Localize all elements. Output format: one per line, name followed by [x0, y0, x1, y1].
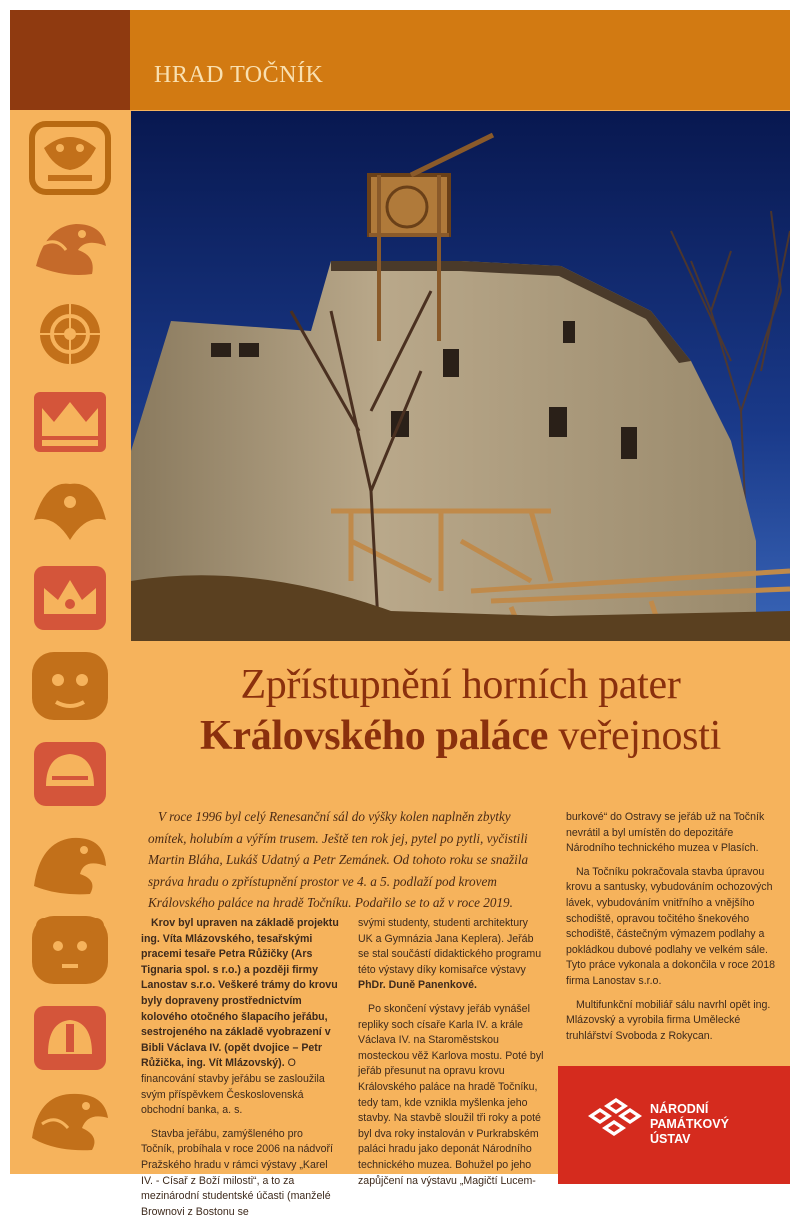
lead-paragraph	[148, 806, 538, 914]
ornament-bird-icon	[26, 206, 114, 286]
column-1-paragraph-1	[141, 916, 339, 1119]
section-title: HRAD TOČNÍK	[154, 62, 324, 88]
column-2-paragraph-1	[358, 916, 544, 994]
ornament-crown-2-icon	[26, 558, 114, 638]
castle-photo	[131, 111, 790, 641]
header-corner-block	[10, 10, 130, 110]
ornament-crown-icon	[26, 382, 114, 462]
ornament-flower-icon	[26, 294, 114, 374]
headline-line-1: Zpřístupnění horních pater	[240, 662, 681, 708]
headline	[131, 660, 790, 762]
column-1-bold: Krov byl upraven na základě projektu ing. Víta Mlázovského, tesařskými pracemi tesaře Petra Růžičky (Ars Tignaria spol. s r.o.) a později firmy Lanostav s.r.o. Veškeré trámy do krovu byly dopraveny prostřednictvím kolového otočného šlapacího jeřábu, sestrojeného na základě vyobrazení v Bibli Václava IV. (opět dvojice – Petr Růžička, ing. Vít Mlázovský).	[141, 917, 339, 1070]
lead-text: V roce 1996 byl celý Renesanční sál do výšky kolen naplněn zbytky omítek, holubím a výřím trusem. Ještě ten rok jej, pytel po pytli, vyčistili Martin Bláha, Lukáš Udatný a Petr Zemánek. Od tohoto roku se snažila správa hradu o zpřístupnění prostor ve 4. a 5. podlaží pod krovem Královského paláce na hradě Točníku. Podařilo se to až v roce 2019.	[148, 809, 529, 910]
column-2-text: svými studenty, studenti architektury UK a Gymnázia Jana Keplera). Jeřáb se stal součástí didaktického programu této výstavy díky komisařce výstavy	[358, 917, 542, 976]
column-3-paragraph-1: burkové“ do Ostravy se jeřáb už na Točník nevrátil a byl umístěn do depozitáře Národního technického muzea v Plasích.	[566, 811, 765, 855]
headline-line-2	[131, 710, 790, 762]
logo-line-2: PAMÁTKOVÝ	[650, 1117, 729, 1131]
ornament-helmet-2-icon	[26, 998, 114, 1078]
ornament-eagle-icon	[26, 470, 114, 550]
headline-bold: Královského paláce	[200, 713, 549, 759]
ornament-lion-face-icon	[26, 646, 114, 726]
article-column-1	[141, 916, 339, 1228]
ornament-helmet-icon	[26, 734, 114, 814]
column-3-paragraph-2: Na Točníku pokračovala stavba úpravou krovu a santusky, vybudováním ochozových lávek, vybudováním vnitřního a vnějšího schodiště, opravou točitého šnekového schodiště, částečným výmazem podlahy a pokládkou dubové podlahy ve velkém sále. Tyto práce vykonala a dokončila v roce 2018 firma Lanostav s.r.o.	[566, 865, 776, 987]
ornament-griffin-icon	[26, 822, 114, 902]
ornament-lion-icon	[26, 118, 114, 198]
logo-line-3: ÚSTAV	[650, 1132, 691, 1146]
article-column-3	[566, 810, 780, 1052]
npu-logo-mark-icon	[588, 1098, 646, 1138]
column-2-paragraph-2: Po skončení výstavy jeřáb vynášel repliky soch císaře Karla IV. a krále Václava IV. na Staroměstskou mosteckou věž Karlova mostu. Poté byl jeřáb přesunut na opravu krovu Královského paláce na hradě Točníku, tedy tam, kde vznikla myšlenka jeho stavby. Na stavbě sloužil tři roky a poté byl dva roky instalován v Purkrabském paláci hradu jako deponát Národního technického muzea. Bohužel po jeho zapůjčení na výstavu „Magičtí Lucem-	[358, 1002, 544, 1187]
ornament-dragon-icon	[26, 1078, 114, 1158]
column-1-rest: O financování stavby jeřábu se zasloužila svým příspěvkem Československá obchodní banka, a. s.	[141, 1057, 325, 1117]
column-3-paragraph-3: Multifunkční mobiliář sálu navrhl opět ing. Mlázovský a vyrobila firma Umělecké truhlářství Svoboda z Rokycan.	[566, 998, 771, 1042]
header-bar	[130, 10, 790, 110]
npu-logo	[558, 1066, 790, 1184]
poster-page	[10, 10, 790, 1218]
column-2-bold: PhDr. Duně Panenkové.	[358, 979, 477, 992]
logo-line-1: NÁRODNÍ	[650, 1102, 709, 1116]
article-column-2	[358, 916, 544, 1197]
ornament-border	[26, 118, 114, 1164]
headline-rest: veřejnosti	[548, 713, 721, 759]
npu-logo-text	[650, 1102, 729, 1147]
ornament-bear-icon	[26, 910, 114, 990]
column-1-paragraph-2: Stavba jeřábu, zamýšleného pro Točník, probíhala v roce 2006 na nádvoří Pražského hradu v rámci výstavy „Karel IV. - Císař z Boží milosti“, a to za mezinárodní studentské účasti (manželé Brownovi z Bostonu se	[141, 1127, 333, 1218]
